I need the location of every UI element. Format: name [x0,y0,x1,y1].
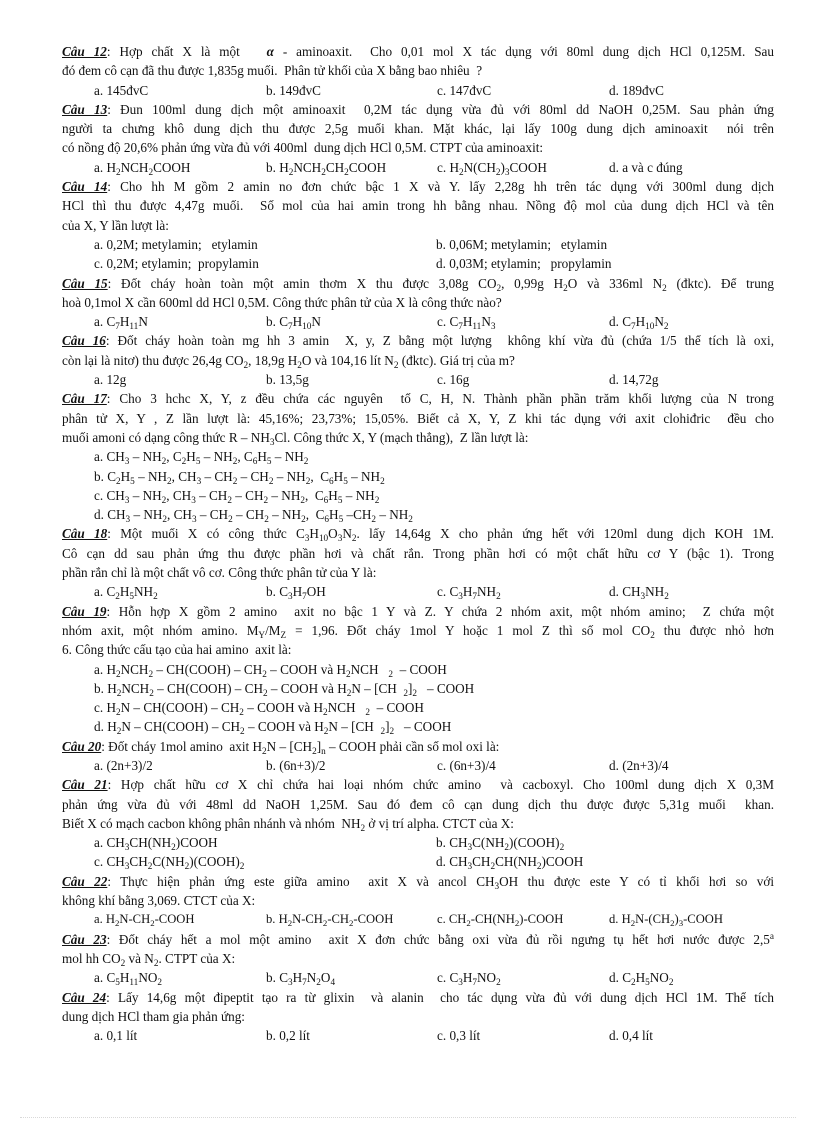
question-text-line [62,872,774,891]
question-text: phần rắn chỉ là một chất vô cơ. Công thức phân tử của Y là: [62,565,377,581]
question-18 [62,524,774,601]
question-text: dung dịch HCl tham gia phản ứng: [62,1008,245,1024]
answer-option[interactable]: a. 0,1 lít [94,1028,138,1044]
question-15 [62,274,774,332]
answer-option[interactable]: b. 149đvC [266,82,321,98]
question-text-line [62,351,774,370]
question-text-line [62,61,774,80]
question-text-line [62,988,774,1007]
answer-option[interactable]: c. (6n+3)/4 [437,757,496,773]
answer-option[interactable]: d. $CH_3NH_2$ [609,584,669,602]
question-text: : Cho hh M gồm 2 amin no đơn chức bậc 1 X và Y. lấy 2,28g hh trên tác dụng với 300ml dung dịch [107,179,774,195]
question-text-line [62,42,774,61]
answer-option[interactable]: b. $H_2NCH_2CH_2COOH$ [266,159,387,177]
question-text-line [62,737,774,756]
question-text: : Hợp chất X là một α - aminoaxit. Cho 0,01 mol X tác dụng với 80ml dung dịch HCl 0,125M. Sau [106,44,774,59]
question-text-line [62,138,774,157]
question-text-line [62,544,774,563]
question-text: có nồng độ 20,6% phản ứng vừa đủ với 400ml dung dịch HCl 0,5M. CTPT của aminoaxit: [62,140,544,156]
answer-option[interactable]: c. $CH_3 - NH_2$, $CH_3 - CH_2 - CH_2 - NH_2$, $C_6H_5 - NH_2$ [94,487,380,505]
answer-option[interactable]: b. $C_7H_{10}N$ [266,314,321,332]
question-text: : Đốt cháy hoàn toàn mg hh 3 amin X, y, Z bằng một lượng không khí vừa đủ (chứa 1/5 thể tích là oxi, [105,333,774,349]
answer-option[interactable]: b. (6n+3)/2 [266,757,326,773]
answer-option[interactable]: a. $CH_3CH(NH_2)COOH$ [94,835,218,853]
question-text: : Đốt cháy 1mol amino axit $H_2N - [CH_2]_n$ – COOH phải cần số mol oxi là: [101,738,500,756]
question-text-line [62,177,774,196]
answer-option[interactable]: d. $H_2N-(CH_2)_3$-COOH [609,912,723,929]
answer-options [62,81,774,100]
question-text: : Đốt cháy hết a mol một amino axit X đơn chức bằng oxi vừa đủ rồi ngưng tụ hết hơi nước được 2,5$^a$ [106,930,774,947]
question-12 [62,42,774,100]
question-text: của X, Y lần lượt là: [62,217,169,233]
question-text-line [62,524,774,543]
answer-option[interactable]: d. 14,72g [609,372,659,388]
question-text: 6. Công thức cấu tạo của hai amino axit là: [62,642,292,658]
answer-option[interactable]: b. $C_3H_7N_2O_4$ [266,970,336,988]
document-page [62,42,774,1045]
question-text-line [62,409,774,428]
question-text-line [62,196,774,215]
question-label: Câu 24 [62,989,107,1005]
answer-option[interactable]: d. $C_7H_{10}N_2$ [609,314,669,332]
question-14 [62,177,774,273]
question-label: Câu 14 [62,179,108,195]
answer-option[interactable]: c. 0,3 lít [437,1028,481,1044]
question-text: HCl thì thu được 4,47g muối. Số mol của hai amin trong hh bằng nhau. Nồng độ mol của dung dịch HCl và tên [62,198,774,214]
question-text: : Đốt cháy hoàn toàn một amin thơm X thu được 3,08g $CO_2$, 0,99g $H_2O$ và 336ml $N_2$ (đktc). Để trung [107,275,774,293]
question-text: không khí bằng 3,069. CTCT của X: [62,893,256,909]
answer-option[interactable]: a. $H_2NCH_2COOH$ [94,159,191,177]
answer-option[interactable]: a. 145đvC [94,82,149,98]
question-22 [62,872,774,930]
answer-option[interactable]: d. $H_2N$ – CH(COOH) – $CH_2$ – COOH và $H_2N - [CH$ $_2]_2$ – COOH [94,719,452,737]
question-text-line [62,563,774,582]
question-label: Câu 13 [62,101,108,117]
question-text-line [62,1007,774,1026]
question-16 [62,331,774,389]
question-text-line [62,331,774,350]
page-bottom-divider [20,1117,796,1118]
answer-options [62,756,774,775]
question-text: phân tử X, Y , Z lần lượt là: 45,16%; 23,73%; 15,05%. Biết cả X, Y, Z khi tác dụng với axit clohiđric đều cho [62,410,774,426]
answer-option[interactable]: c. $C_7H_{11}N_3$ [437,314,496,332]
question-text: người ta chưng khô dung dịch thu được 2,5g muối khan. Mặt khác, lại lấy 100g dung dịch aminoaxit nói trên [62,121,774,137]
question-text: : Hỗn hợp X gồm 2 amino axit no bậc 1 Y và Z. Y chứa 2 nhóm axit, một nhóm amino; Z chứa một [106,603,775,619]
answer-options [62,158,774,177]
answer-option[interactable]: c. $C_3H_7NO_2$ [437,970,501,988]
answer-option[interactable]: d. 0,4 lít [609,1028,653,1044]
answer-option[interactable]: b. 13,5g [266,372,309,388]
question-text-line [62,293,774,312]
question-label: Câu 18 [62,526,108,542]
answer-option[interactable]: c. $H_2N(CH_2)_3COOH$ [437,159,547,177]
answer-option[interactable]: c. 16g [437,372,470,388]
answer-option[interactable]: b. $CH_3C(NH_2)(COOH)_2$ [436,835,565,853]
answer-option[interactable]: d. $CH_3CH_2CH(NH_2)COOH$ [436,854,584,872]
answer-option[interactable]: b. 0,06M; metylamin; etylamin [436,236,608,252]
question-24 [62,988,774,1046]
question-label: Câu 21 [62,777,108,793]
question-text: muối amoni có dạng công thức R – $NH_3Cl$. Công thức X, Y (mạch thẳng), Z lần lượt là: [62,429,529,447]
answer-option[interactable]: a. $C_2H_5NH_2$ [94,584,158,602]
question-text-line [62,602,774,621]
question-label: Câu 16 [62,333,106,349]
answer-options [62,370,774,389]
answer-option[interactable]: c. 147đvC [437,82,492,98]
question-21 [62,775,774,871]
question-label: Câu 15 [62,275,108,291]
question-20 [62,737,774,776]
question-17 [62,389,774,524]
question-text-line [62,216,774,235]
question-text: : Một muối X có công thức $C_3H_{10}O_3N_2$. lấy 14,64g X cho phản ứng hết với 120ml dung dịch KOH 1M. [107,526,774,544]
answer-option[interactable]: a. $CH_3 - NH_2$, $C_2H_5 - NH_2$, $C_6H_5 - NH_2$ [94,449,309,467]
question-text: hoà 0,1mol X cần 600ml dd HCl 0,5M. Công thức phân tử của X là công thức nào? [62,294,502,310]
question-text-line [62,949,774,968]
question-label: Câu 17 [62,391,107,407]
question-label: Câu 23 [62,931,107,947]
answer-option[interactable]: b. 0,2 lít [266,1028,310,1044]
answer-option[interactable]: c. $C_3H_7NH_2$ [437,584,501,602]
question-text-line [62,775,774,794]
question-text-line [62,100,774,119]
answer-option[interactable]: c. 0,2M; etylamin; propylamin [94,256,259,272]
question-label: Câu 12 [62,44,107,59]
answer-option[interactable]: b. $H_2NCH_2$ – CH(COOH) – $CH_2$ – COOH và $H_2N - [CH$ $_2]_2$ – COOH [94,680,475,698]
answer-option[interactable]: c. $CH_2-CH(NH_2)$-COOH [437,912,564,929]
question-text-line [62,891,774,910]
answer-option[interactable]: d. 189đvC [609,82,664,98]
answer-option[interactable]: a. $C_7H_{11}N$ [94,314,148,332]
answer-option[interactable]: d. a và c đúng [609,159,683,175]
answer-option[interactable]: a. (2n+3)/2 [94,757,153,773]
question-text: phản ứng vừa đủ với 48ml dd NaOH 1,25M. Sau đó đem cô cạn dung dịch thu được được 5,31g muối khan. [62,796,774,812]
question-label: Câu 22 [62,873,108,889]
answer-option[interactable]: d. $CH_3 - NH_2$, $CH_3 - CH_2 - CH_2 - NH_2$, $C_6H_5$ $-CH_2 - NH_2$ [94,507,413,525]
question-label: Câu 19 [62,603,107,619]
answer-option[interactable]: a. $H_2N-CH_2$-COOH [94,912,195,929]
answer-options [62,968,774,987]
answer-option[interactable]: a. 0,2M; metylamin; etylamin [94,236,258,252]
question-text: : Thực hiện phản ứng este giữa amino axit X và ancol $CH_3OH$ thu được este Y có tỉ khối hơi so với [107,873,774,891]
answer-options [62,910,774,929]
question-text: mol hh $CO_2$ và $N_2$. CTPT của X: [62,950,236,968]
question-text-line [62,930,774,949]
question-text: : Cho 3 hchc X, Y, z đều chứa các nguyên tố C, H, N. Thành phần phần trăm khối lượng của N trong [106,391,775,407]
answer-options [62,582,774,601]
answer-options [62,235,774,274]
answer-options [62,833,774,872]
answer-option[interactable]: d. 0,03M; etylamin; propylamin [436,256,612,272]
question-text: còn lại là nitơ) thu được 26,4g $CO_2$, 18,9g $H_2O$ và 104,16 lít $N_2$ (đktc). Giá trị của m? [62,352,515,370]
question-text-line [62,119,774,138]
question-label: Câu 20 [62,738,102,754]
question-text-line [62,274,774,293]
answer-option[interactable]: c. $H_2N$ – CH(COOH) – $CH_2$ – COOH và $H_2NCH$ $_2$ – COOH [94,700,424,718]
answer-option[interactable]: b. $C_2H_5 - NH_2$, $CH_3 - CH_2 - CH_2 - NH_2$, $C_6H_5 - NH_2$ [94,468,385,486]
answer-options [62,1026,774,1045]
question-text-line [62,428,774,447]
answer-option[interactable]: c. $CH_3CH_2C(NH_2)(COOH)_2$ [94,854,245,872]
question-text: đó đem cô cạn đã thu được 1,835g muối. Phân tử khối của X bằng bao nhiêu ? [62,63,483,79]
question-text-line [62,389,774,408]
question-19 [62,602,774,737]
question-13 [62,100,774,177]
question-text: Cô cạn dd sau phản ứng thu được phần hơi và chất rắn. Trong phần hơi có một chất hữu cơ Y (bậc 1). Trong [62,545,774,561]
answer-option[interactable]: d. $C_2H_5NO_2$ [609,970,674,988]
question-text: : Đun 100ml dung dịch một aminoaxit 0,2M tác dụng vừa đủ với 80ml dd NaOH 0,25M. Sau phản ứng [107,101,774,117]
question-text-line [62,640,774,659]
answer-option[interactable]: b. $C_3H_7OH$ [266,584,326,602]
answer-option[interactable]: a. $C_5H_{11}NO_2$ [94,970,162,988]
answer-options [62,312,774,331]
answer-option[interactable]: d. (2n+3)/4 [609,757,669,773]
answer-option[interactable]: a. $H_2NCH_2$ – CH(COOH) – $CH_2$ – COOH và $H_2NCH$ $_2$ – COOH [94,661,447,679]
answer-option[interactable]: a. 12g [94,372,127,388]
question-text: : Hợp chất hữu cơ X chỉ chứa hai loại nhóm chức amino và cacboxyl. Cho 100ml dung dịch X 0,3M [107,777,774,793]
answer-option[interactable]: b. $H_2N-CH_2-CH_2$-COOH [266,912,394,929]
question-text-line [62,795,774,814]
question-text-line [62,621,774,640]
question-23 [62,930,774,988]
question-text: : Lấy 14,6g một đipeptit tạo ra từ glixin và alanin cho tác dụng vừa đủ với dung dịch HCl 1M. Thể tích [106,989,774,1005]
question-text-line [62,814,774,833]
question-text: nhóm axit, một nhóm amino. $M_Y/M_Z = 1,96$. Đốt cháy 1mol Y hoặc 1 mol Z thì số mol $CO_2$ thu được nhỏ hơn [62,622,774,640]
question-text: Biết X có mạch cacbon không phân nhánh và nhóm $NH_2$ ở vị trí alpha. CTCT của X: [62,815,514,833]
